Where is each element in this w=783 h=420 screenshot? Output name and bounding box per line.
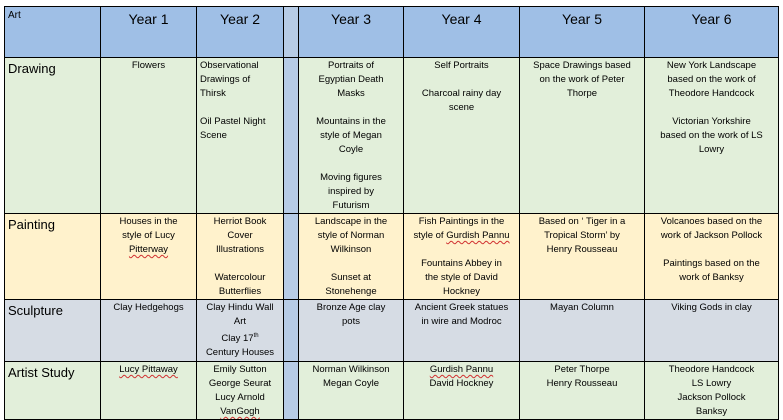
cell-line: Tropical Storm’ by	[544, 230, 620, 241]
cell-painting-year-2	[197, 214, 284, 300]
corner-label: Art	[5, 7, 101, 58]
cell-line: Drawings of	[200, 74, 251, 85]
cell-drawing-year-6	[645, 58, 779, 214]
cell-line: style of Gurdish Pannu	[413, 230, 510, 241]
cell-line: Hockney	[443, 286, 480, 297]
cell-line: Charcoal rainy day	[421, 88, 502, 99]
cell-line: Volcanoes based on the	[660, 216, 763, 227]
cell-line: in wire and Modroc	[421, 316, 502, 327]
cell-line: Thorpe	[566, 88, 598, 99]
cell-artist-year-1	[101, 362, 197, 420]
table-row-sculpture	[5, 300, 779, 362]
cell-line: Lowry	[698, 144, 725, 155]
column-gap	[284, 58, 299, 214]
cell-line: Oil Pastel Night	[200, 116, 266, 127]
cell-drawing-year-5	[520, 58, 645, 214]
cell-line: Mayan Column	[550, 302, 614, 313]
cell-line: Butterflies	[218, 286, 262, 297]
cell-line	[407, 73, 516, 87]
cell-artist-year-6	[645, 362, 779, 420]
cell-line: David Hockney	[429, 378, 494, 389]
table-row-artist-study	[5, 362, 779, 420]
cell-line: Thirsk	[200, 88, 226, 99]
header-year-3: Year 3	[299, 7, 404, 58]
cell-line: LS Lowry	[691, 378, 732, 389]
column-gap	[284, 214, 299, 300]
cell-sculpture-year-2: Clay Hindu Wall Art Clay 17th Century Houses	[197, 300, 284, 362]
cell-line: Ancient Greek statues	[414, 302, 509, 313]
cell-line: Landscape in the	[314, 216, 388, 227]
cell-line: Sunset at	[330, 272, 372, 283]
cell-line: Egyptian Death	[318, 74, 384, 85]
column-gap	[284, 7, 299, 58]
row-label-sculpture: Sculpture	[5, 300, 101, 362]
cell-line: Illustrations	[215, 244, 265, 255]
cell-line: Lucy Arnold	[215, 392, 265, 403]
header-year-4: Year 4	[404, 7, 520, 58]
cell-line: Portraits of	[328, 60, 374, 71]
cell-line: Wilkinson	[330, 244, 372, 255]
cell-line: based on the work of	[667, 74, 756, 85]
header-year-1: Year 1	[101, 7, 197, 58]
cell-painting-year-3	[299, 214, 404, 300]
cell-line	[648, 101, 775, 115]
cell-artist-year-2	[197, 362, 284, 420]
cell-line: Jackson Pollock	[677, 392, 746, 403]
cell-line: Space Drawings based	[533, 60, 631, 71]
cell-line: Theodore Handcock	[668, 88, 755, 99]
header-year-2: Year 2	[197, 7, 284, 58]
cell-line: Coyle	[338, 144, 364, 155]
cell-line: Masks	[337, 88, 365, 99]
cell-drawing-year-2	[197, 58, 284, 214]
cell-line: Fountains Abbey in	[421, 258, 502, 269]
cell-line: Victorian Yorkshire	[672, 116, 751, 127]
cell-line: Bronze Age clay	[316, 302, 386, 313]
cell-line: Gurdish Pannu	[429, 364, 494, 375]
cell-line: the style of David	[425, 272, 498, 283]
cell-line: Paintings based on the	[663, 258, 760, 269]
cell-line: work of Banksy	[679, 272, 744, 283]
cell-line: Theodore Handcock	[668, 364, 755, 375]
cell-line: Megan Coyle	[323, 378, 379, 389]
header-row	[5, 7, 779, 58]
cell-line: Norman Wilkinson	[312, 364, 390, 375]
cell-painting-year-5	[520, 214, 645, 300]
cell-line: Observational	[200, 60, 259, 71]
cell-sculpture-year-5	[520, 300, 645, 362]
cell-artist-year-5	[520, 362, 645, 420]
column-gap	[284, 300, 299, 362]
cell-line: New York Landscape	[666, 60, 757, 71]
cell-line: Herriot Book	[213, 216, 267, 227]
cell-line: inspired by	[328, 186, 374, 197]
cell-line: Clay Hedgehogs	[113, 302, 184, 313]
table-row-painting	[5, 214, 779, 300]
cell-painting-year-6	[645, 214, 779, 300]
cell-line: Houses in the	[119, 216, 178, 227]
cell-line: pots	[342, 316, 360, 327]
cell-line	[407, 243, 516, 257]
cell-artist-year-4	[404, 362, 520, 420]
cell-painting-year-4	[404, 214, 520, 300]
cell-line: VanGogh	[220, 406, 260, 417]
cell-line	[302, 101, 400, 115]
cell-drawing-year-1	[101, 58, 197, 214]
cell-sculpture-year-3	[299, 300, 404, 362]
cell-line	[200, 101, 280, 115]
cell-drawing-year-4	[404, 58, 520, 214]
cell-line: Self Portraits	[434, 60, 489, 71]
cell-painting-year-1	[101, 214, 197, 300]
cell-line: Peter Thorpe	[554, 364, 610, 375]
cell-line: Scene	[200, 130, 227, 141]
cell-line: Emily Sutton	[213, 364, 267, 375]
cell-line: style of Lucy	[122, 230, 175, 241]
cell-line: style of Megan	[320, 130, 382, 141]
cell-line: Henry Rousseau	[546, 378, 618, 389]
cell-line	[302, 157, 400, 171]
cell-line: Flowers	[131, 60, 166, 71]
table-row-drawing	[5, 58, 779, 214]
cell-sculpture-year-6	[645, 300, 779, 362]
cell-line: Pitterway	[128, 244, 169, 255]
cell-line: Stonehenge	[325, 286, 377, 297]
cell-line: George Seurat	[208, 378, 272, 389]
cell-sculpture-year-1	[101, 300, 197, 362]
cell-line: Based on ‘ Tiger in a	[538, 216, 626, 227]
cell-line: on the work of Peter	[539, 74, 625, 85]
cell-drawing-year-3	[299, 58, 404, 214]
cell-line: Moving figures	[320, 172, 382, 183]
column-gap	[284, 362, 299, 420]
cell-line: Fish Paintings in the	[418, 216, 505, 227]
cell-line: Viking Gods in clay	[671, 302, 752, 313]
row-label-artist-study: Artist Study	[5, 362, 101, 420]
cell-sculpture-year-4	[404, 300, 520, 362]
art-curriculum-table	[4, 6, 779, 420]
cell-line: Watercolour	[214, 272, 266, 283]
cell-line: Mountains in the	[316, 116, 386, 127]
cell-line: scene	[448, 102, 475, 113]
cell-line: based on the work of LS	[660, 130, 763, 141]
cell-line	[200, 257, 280, 271]
header-year-6: Year 6	[645, 7, 779, 58]
cell-line: Cover	[227, 230, 253, 241]
row-label-drawing: Drawing	[5, 58, 101, 214]
cell-artist-year-3	[299, 362, 404, 420]
header-year-5: Year 5	[520, 7, 645, 58]
cell-line: Henry Rousseau	[546, 244, 618, 255]
cell-line: Banksy	[695, 406, 728, 417]
cell-line: style of Norman	[317, 230, 385, 241]
row-label-painting: Painting	[5, 214, 101, 300]
cell-line: Lucy Pittaway	[119, 364, 178, 375]
cell-line	[648, 243, 775, 257]
cell-line: work of Jackson Pollock	[660, 230, 763, 241]
cell-line	[302, 257, 400, 271]
cell-line: Futurism	[332, 200, 370, 211]
